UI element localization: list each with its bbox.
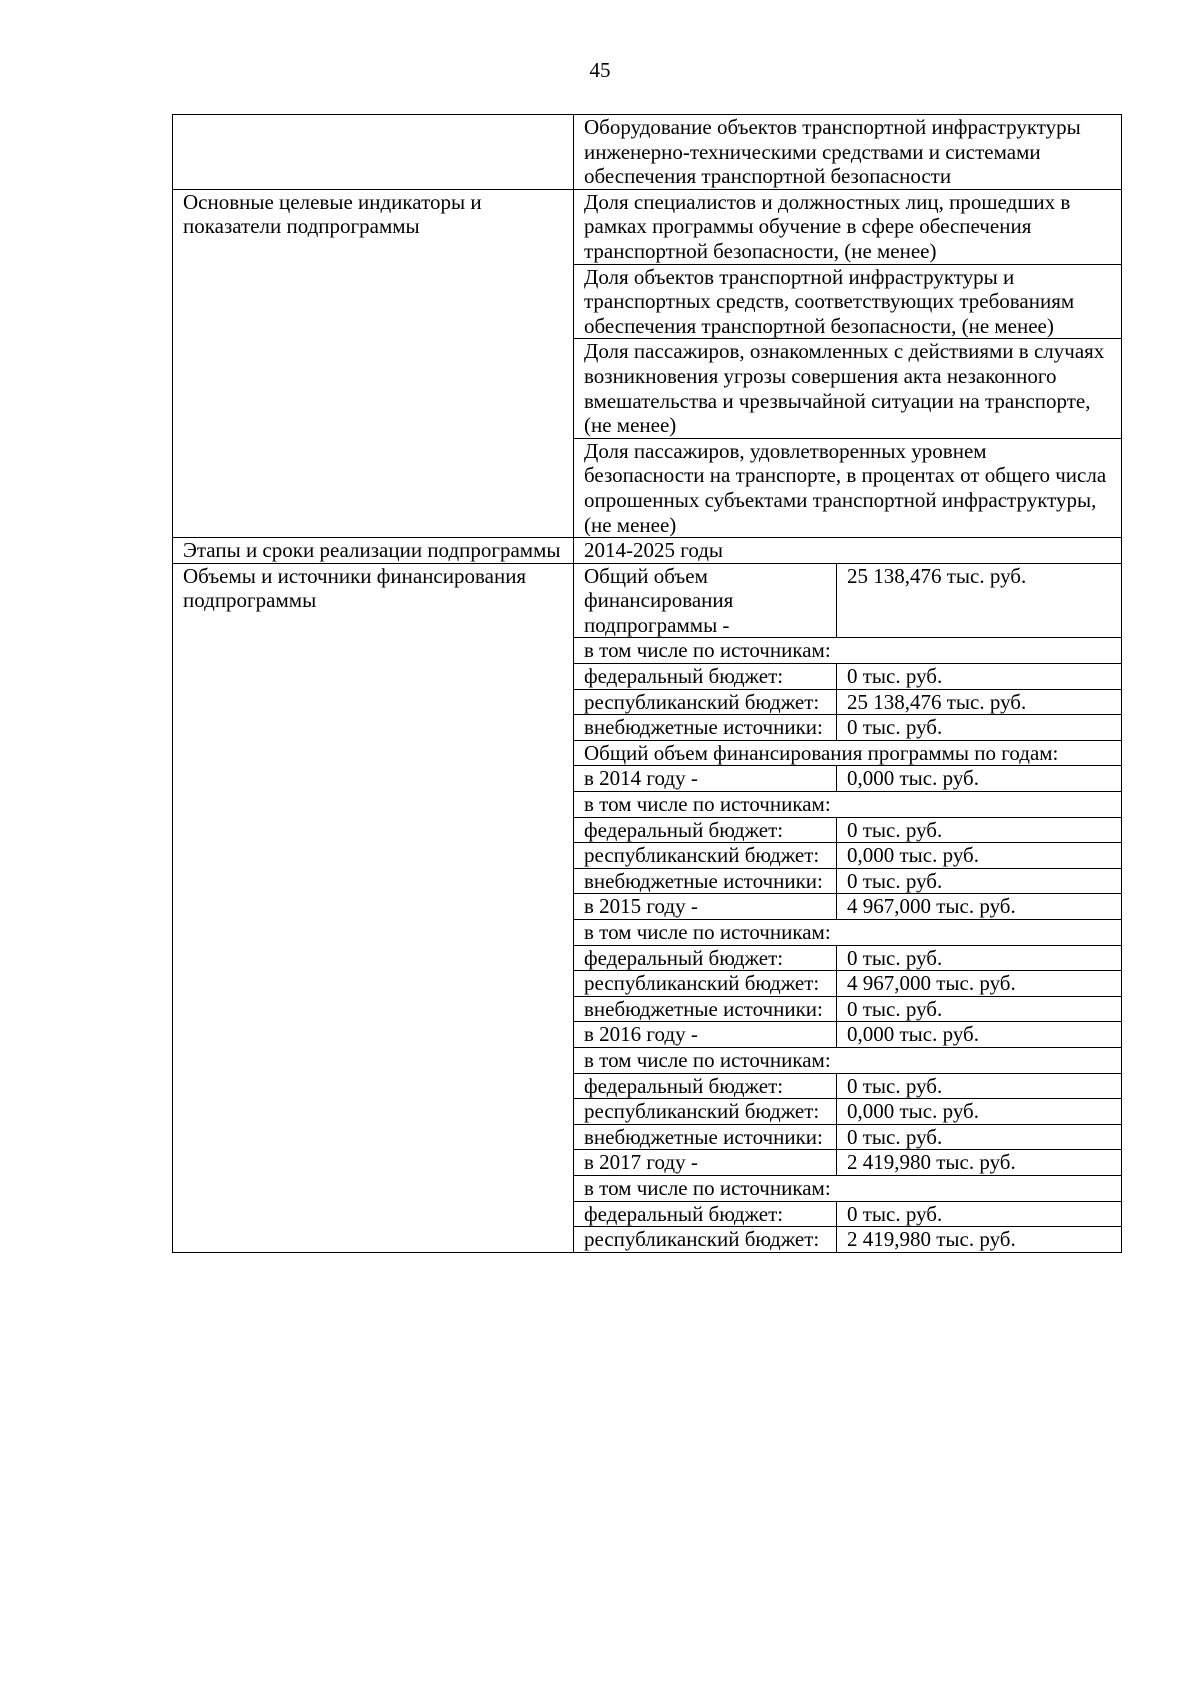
indicator-item: Доля пассажиров, удовлетворенных уровнем безопасности на транспорте, в процентах от общего числа опрошенных субъектами транспортной инфраструктуры, (не менее) — [574, 438, 1122, 537]
republic-label: республиканский бюджет: — [574, 1099, 837, 1125]
republic-value: 4 967,000 тыс. руб. — [837, 971, 1122, 997]
federal-label: федеральный бюджет: — [574, 664, 837, 690]
extra-label: внебюджетные источники: — [574, 1124, 837, 1150]
federal-value: 0 тыс. руб. — [837, 664, 1122, 690]
federal-label: федеральный бюджет: — [574, 945, 837, 971]
extra-value: 0 тыс. руб. — [837, 996, 1122, 1022]
funding-total-value: 25 138,476 тыс. руб. — [837, 563, 1122, 638]
year-label: в 2015 году - — [574, 894, 837, 920]
year-total: 0,000 тыс. руб. — [837, 1022, 1122, 1048]
page-number: 45 — [589, 58, 611, 82]
republic-label: республиканский бюджет: — [574, 843, 837, 869]
table-row — [173, 115, 1122, 190]
indicator-item: Доля пассажиров, ознакомленных с действиями в случаях возникновения угрозы совершения акта незаконного вмешательства и чрезвычайной ситуации на транспорте, (не менее) — [574, 339, 1122, 438]
year-total: 2 419,980 тыс. руб. — [837, 1150, 1122, 1176]
republic-label: республиканский бюджет: — [574, 1227, 837, 1253]
table-row — [173, 189, 1122, 264]
federal-value: 0 тыс. руб. — [837, 945, 1122, 971]
federal-label: федеральный бюджет: — [574, 1073, 837, 1099]
federal-label: федеральный бюджет: — [574, 817, 837, 843]
republic-label: республиканский бюджет: — [574, 689, 837, 715]
year-total: 4 967,000 тыс. руб. — [837, 894, 1122, 920]
sources-label: в том числе по источникам: — [574, 638, 1122, 664]
federal-value: 0 тыс. руб. — [837, 817, 1122, 843]
funding-total-label: Общий объем финансирования подпрограммы - — [574, 563, 837, 638]
year-label: в 2017 году - — [574, 1150, 837, 1176]
stages-label: Этапы и сроки реализации подпрограммы — [173, 538, 574, 564]
table-row — [173, 538, 1122, 564]
by-years-label: Общий объем финансирования программы по годам: — [574, 740, 1122, 766]
funding-label: Объемы и источники финансирования подпрограммы — [173, 563, 574, 1252]
table-row — [173, 563, 1122, 638]
stages-value: 2014-2025 годы — [574, 538, 1122, 564]
extra-value: 0 тыс. руб. — [837, 868, 1122, 894]
republic-value: 2 419,980 тыс. руб. — [837, 1227, 1122, 1253]
federal-label: федеральный бюджет: — [574, 1201, 837, 1227]
year-label: в 2016 году - — [574, 1022, 837, 1048]
sources-label: в том числе по источникам: — [574, 1047, 1122, 1073]
indicator-item: Доля объектов транспортной инфраструктуры и транспортных средств, соответствующих требованиям обеспечения транспортной безопасности, (не менее) — [574, 264, 1122, 339]
republic-label: республиканский бюджет: — [574, 971, 837, 997]
empty-label-cell — [173, 115, 574, 190]
goal-item: Оборудование объектов транспортной инфраструктуры инженерно-техническими средствами и системами обеспечения транспортной безопасности — [574, 115, 1122, 190]
sources-label: в том числе по источникам: — [574, 1175, 1122, 1201]
sources-label: в том числе по источникам: — [574, 920, 1122, 946]
indicator-item: Доля специалистов и должностных лиц, прошедших в рамках программы обучение в сфере обеспечения транспортной безопасности, (не менее) — [574, 189, 1122, 264]
federal-value: 0 тыс. руб. — [837, 1073, 1122, 1099]
extra-label: внебюджетные источники: — [574, 996, 837, 1022]
republic-value: 0,000 тыс. руб. — [837, 1099, 1122, 1125]
extra-label: внебюджетные источники: — [574, 715, 837, 741]
year-label: в 2014 году - — [574, 766, 837, 792]
extra-value: 0 тыс. руб. — [837, 1124, 1122, 1150]
sources-label: в том числе по источникам: — [574, 792, 1122, 818]
year-total: 0,000 тыс. руб. — [837, 766, 1122, 792]
extra-label: внебюджетные источники: — [574, 868, 837, 894]
indicators-label: Основные целевые индикаторы и показатели подпрограммы — [173, 189, 574, 537]
republic-value: 25 138,476 тыс. руб. — [837, 689, 1122, 715]
extra-value: 0 тыс. руб. — [837, 715, 1122, 741]
federal-value: 0 тыс. руб. — [837, 1201, 1122, 1227]
passport-table — [172, 114, 1122, 1253]
republic-value: 0,000 тыс. руб. — [837, 843, 1122, 869]
